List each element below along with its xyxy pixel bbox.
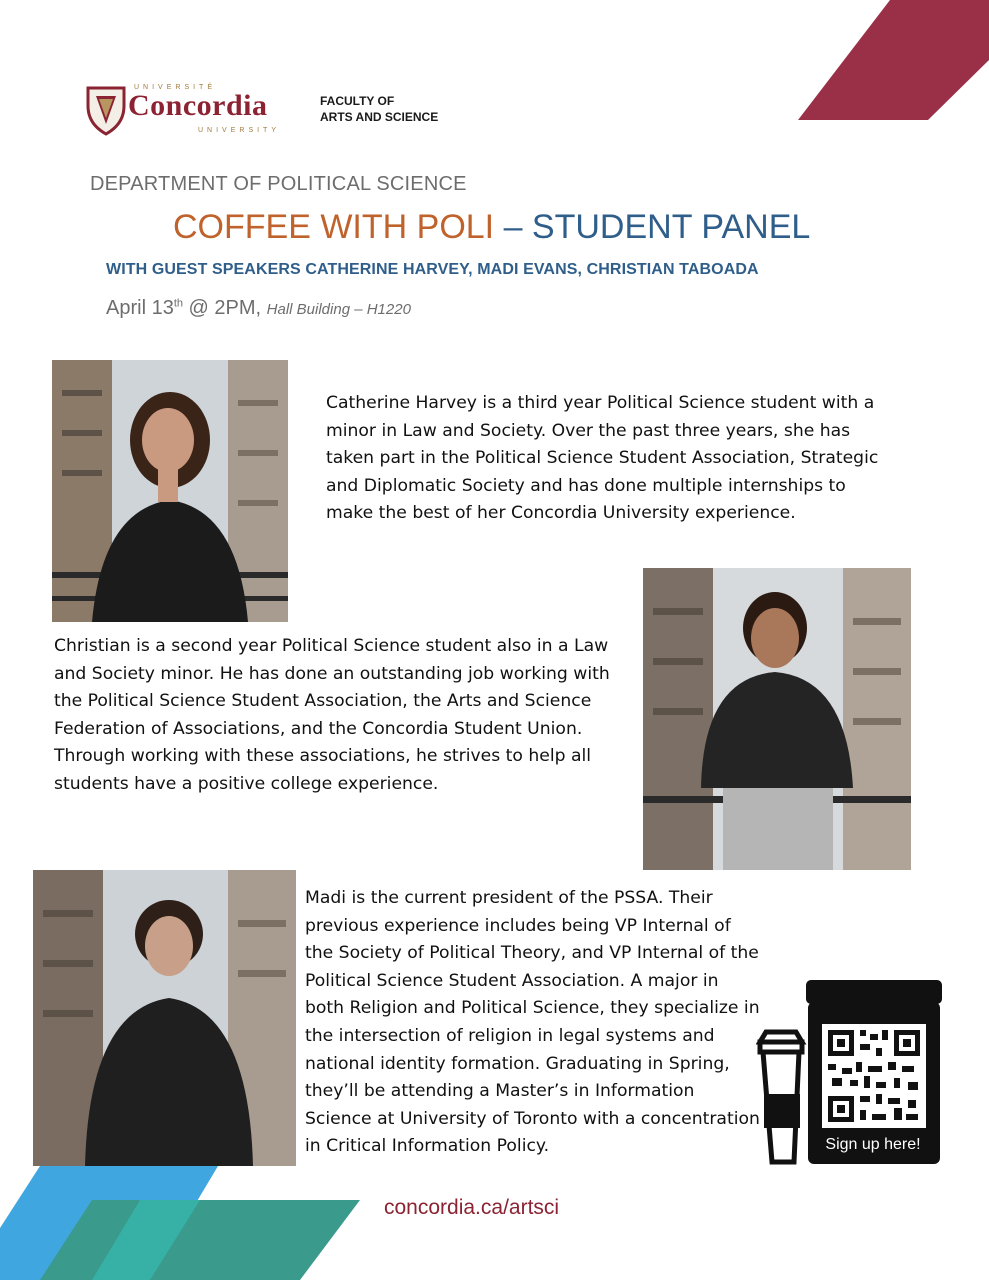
concordia-logo: [86, 84, 306, 140]
madi-bio: Madi is the current president of the PSSA. Their previous experience includes being VP Internal of the Society of Political Theory, and VP Internal of the Political Science Student Association. A major in both Religion and Political Science, they specialize in the intersection of religion in legal systems and national identity formation. Graduating in Spring, they’ll be attending a Master’s in Information Science at University of Toronto with a concentration in Critical Information Policy.: [305, 888, 760, 1157]
shield-icon: [86, 84, 126, 136]
event-date: [106, 297, 411, 320]
date-suffix: th: [173, 297, 183, 310]
logo-bottom-text: UNIVERSITY: [198, 127, 281, 134]
website-link[interactable]: concordia.ca/artsci: [384, 1196, 560, 1219]
catherine-bio: Catherine Harvey is a third year Political Science student with a minor in Law and Society. Over the past three years, she has taken part in the Political Science Student Association, Strategic and Diplomatic Society and has done multiple internships to make the best of her Concordia University experience.: [326, 393, 879, 524]
department-name: DEPARTMENT OF POLITICAL SCIENCE: [90, 173, 467, 195]
title-part-1: COFFEE WITH POLI: [173, 208, 495, 246]
faculty-line-2: ARTS AND SCIENCE: [320, 110, 439, 124]
faculty-name: [320, 93, 438, 125]
christian-photo: [643, 568, 911, 870]
date-main: April 13: [106, 297, 174, 319]
date-time: @ 2PM,: [183, 297, 267, 319]
faculty-line-1: FACULTY OF: [320, 94, 395, 108]
logo-top-text: UNIVERSITÉ: [134, 84, 217, 91]
madi-photo: [33, 870, 296, 1166]
event-subtitle: WITH GUEST SPEAKERS CATHERINE HARVEY, MADI EVANS, CHRISTIAN TABOADA: [106, 261, 759, 278]
christian-bio: Christian is a second year Political Science student also in a Law and Society minor. He has done an outstanding job working with the Political Science Student Association, the Arts and Science Federation of Associations, and the Concordia Student Union. Through working with these associations, he strives to help all students have a positive college experience.: [54, 636, 610, 794]
title-part-2: – STUDENT PANEL: [494, 208, 811, 246]
signup-label[interactable]: Sign up here!: [825, 1136, 921, 1153]
logo-wordmark: Concordia: [128, 89, 268, 122]
event-location: Hall Building – H1220: [266, 301, 411, 318]
catherine-photo: [52, 360, 288, 622]
